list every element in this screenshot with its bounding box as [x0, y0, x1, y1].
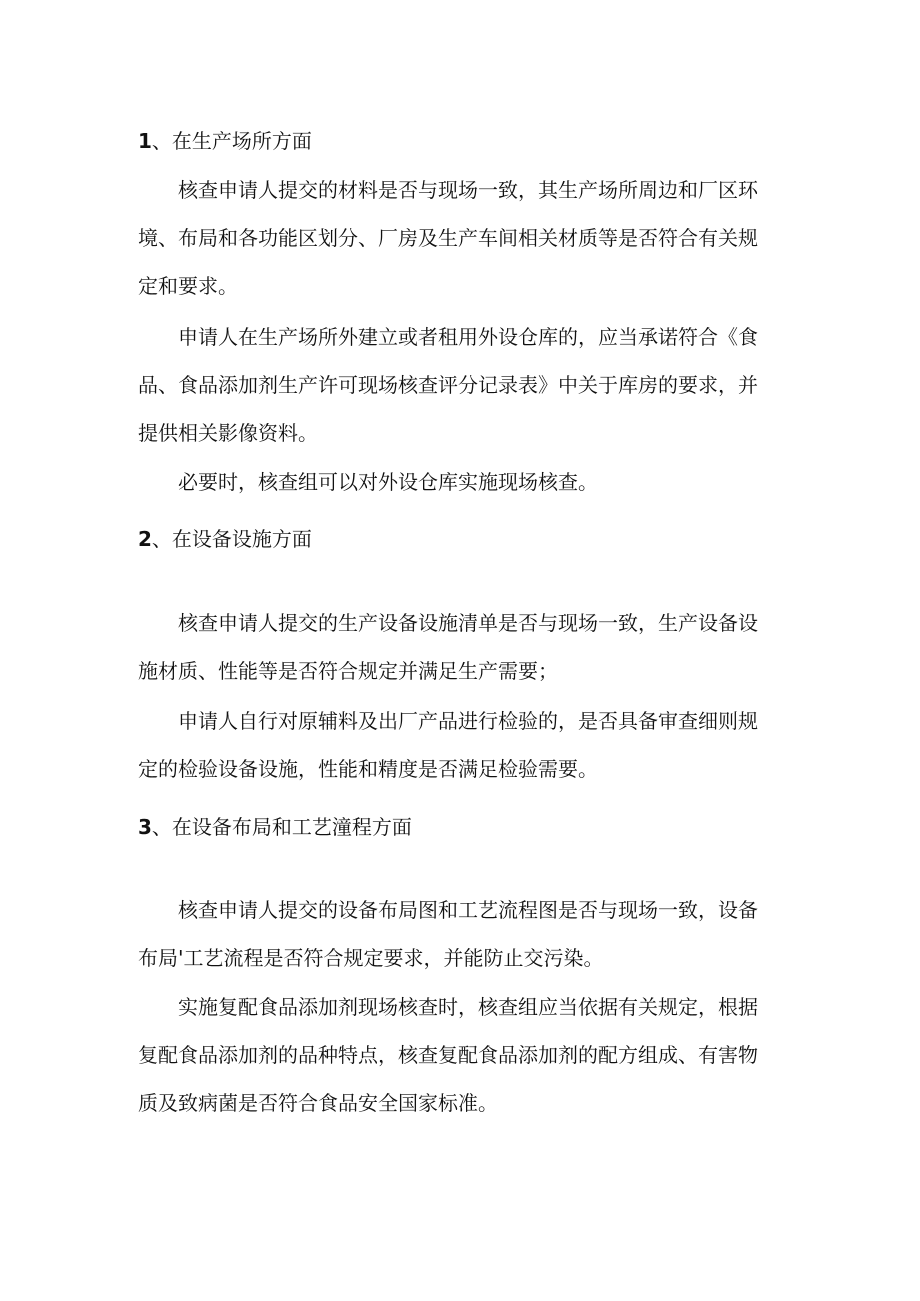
paragraph-line: 复配食品添加剂的品种特点，核查复配食品添加剂的配方组成、有害物: [138, 1043, 758, 1067]
section-separator: 、: [151, 129, 172, 153]
paragraph: [138, 458, 768, 506]
section-title: 在设备布局和工艺潼程方面: [171, 815, 412, 839]
paragraph: [138, 886, 768, 982]
paragraph-line: 申请人在生产场所外建立或者租用外设仓库的，应当承诺符合《食: [178, 325, 758, 349]
paragraph-line: 核查申请人提交的材料是否与现场一致，其生产场所周边和厂区环: [178, 178, 758, 202]
paragraph: [138, 599, 768, 695]
paragraph-line: 核查申请人提交的设备布局图和工艺流程图是否与现场一致，设备: [178, 898, 758, 922]
section-separator: 、: [151, 815, 172, 839]
section-title: 在生产场所方面: [171, 129, 312, 153]
section-number: 2: [138, 527, 152, 551]
section-3-heading: [138, 803, 768, 851]
section-number: 1: [138, 129, 152, 153]
paragraph-line: 施材质、性能等是否符合规定并满足生产需要；: [138, 659, 558, 683]
paragraph: [138, 313, 768, 457]
paragraph-line: 布局'工艺流程是否符合规定要求，并能防止交污染。: [138, 946, 604, 970]
section-title: 在设备设施方面: [171, 527, 312, 551]
paragraph-line: 必要时，核查组可以对外设仓库实施现场核查。: [178, 470, 598, 494]
paragraph: [138, 983, 768, 1127]
paragraph: [138, 166, 768, 310]
paragraph-line: 质及致病菌是否符合食品安全国家标准。: [138, 1091, 498, 1115]
paragraph: [138, 697, 768, 793]
paragraph-line: 实施复配食品添加剂现场核查时，核查组应当依据有关规定，根据: [178, 995, 758, 1019]
section-separator: 、: [151, 527, 172, 551]
section-number: 3: [138, 815, 152, 839]
paragraph-line: 核查申请人提交的生产设备设施清单是否与现场一致，生产设备设: [178, 611, 758, 635]
section-1-heading: [138, 117, 768, 165]
paragraph-line: 品、食品添加剂生产许可现场核查评分记录表》中关于库房的要求，并: [138, 373, 758, 397]
paragraph-line: 提供相关影像资料。: [138, 421, 318, 445]
section-2-heading: [138, 515, 768, 563]
paragraph-line: 申请人自行对原辅料及出厂产品进行检验的，是否具备审查细则规: [178, 709, 758, 733]
paragraph-line: 境、布局和各功能区划分、厂房及生产车间相关材质等是否符合有关规: [138, 226, 758, 250]
paragraph-line: 定和要求。: [138, 274, 238, 298]
paragraph-line: 定的检验设备设施，性能和精度是否满足检验需要。: [138, 757, 598, 781]
